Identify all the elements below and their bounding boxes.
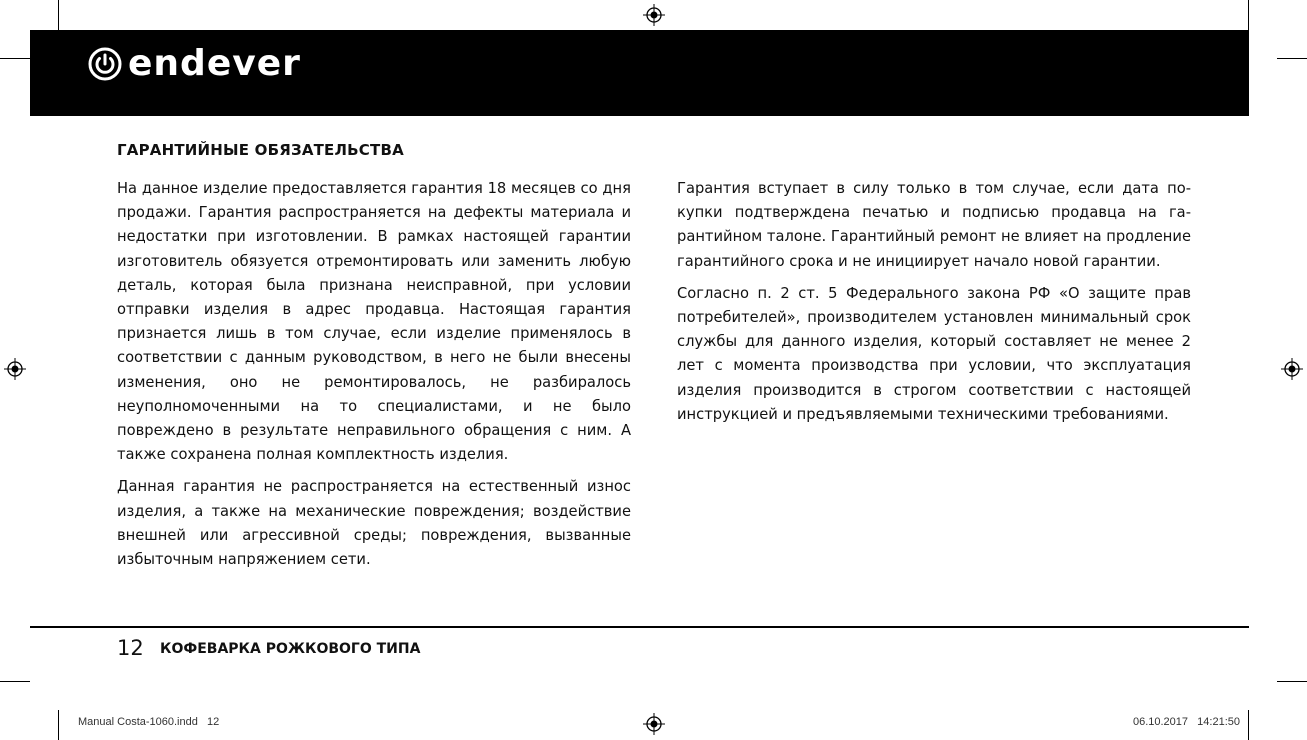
crop-mark <box>58 710 59 740</box>
crop-mark <box>1277 681 1307 682</box>
crop-mark <box>1277 58 1307 59</box>
paragraph: Гарантия вступает в силу только в том случае, если дата покупки подтверждена печатью и подписью продавца на гарантийном талоне. Гарантийный ремонт не влияет на продление гарантийного срока и не инициирует начало новой гарантии. <box>677 180 1191 270</box>
brand-name: endever <box>128 43 301 84</box>
registration-mark-icon <box>643 4 665 26</box>
left-column <box>117 177 631 580</box>
paragraph: На данное изделие предоставляется гарантия 18 месяцев со дня продажи. Гарантия распространяется на дефекты материала и недостатки при изготовлении. В рамках настоящей гарантии изготовитель обязуется отремонтировать или заменить любую деталь, которая была признана неисправной, при условии отправки изделия в адрес продавца. Настоящая гарантия признается лишь в том случае, если изделие применялось в соответствии с данным руководством, в него не были внесены изменения, оно не ремонтировалось, не разбиралось неуполномоченными на то специалистами, и не было повреждено в результате неправильного обращения с ним. А также сохранена полная комплектность изделия. <box>117 180 631 464</box>
footer-title: КОФЕВАРКА РОЖКОВОГО ТИПА <box>160 641 421 657</box>
registration-mark-icon <box>643 713 665 735</box>
brand-logo <box>88 43 301 84</box>
right-column <box>677 177 1191 435</box>
crop-mark <box>1248 710 1249 740</box>
power-icon <box>88 47 122 81</box>
registration-mark-icon <box>4 358 26 380</box>
section-title: ГАРАНТИЙНЫЕ ОБЯЗАТЕЛЬСТВА <box>117 141 404 159</box>
crop-mark <box>0 681 30 682</box>
crop-mark <box>1248 0 1249 30</box>
footer-divider <box>30 626 1249 628</box>
slug-timestamp: 06.10.2017 14:21:50 <box>1132 716 1240 728</box>
paragraph: Данная гарантия не распространяется на естественный износ изделия, а также на механические повреждения; воздействие внешней или агрессивной среды; повреждения, вызванные избыточным напряжением сети. <box>117 478 631 569</box>
paragraph: Согласно п. 2 ст. 5 Федерального закона РФ «О защите прав потребителей», производителем установлен минимальный срок службы для данного изделия, который составляет не менее 2 лет с момента производства при условии, что эксплуатация изделия производится в строгом соответствии с настоящей инструкцией и предъявляемыми техническими требованиями. <box>677 284 1191 423</box>
slug-filename: Manual Costa-1060.indd 12 <box>78 716 220 728</box>
crop-mark <box>0 58 30 59</box>
registration-mark-icon <box>1281 358 1303 380</box>
page-number: 12 <box>117 636 144 660</box>
crop-mark <box>58 0 59 30</box>
